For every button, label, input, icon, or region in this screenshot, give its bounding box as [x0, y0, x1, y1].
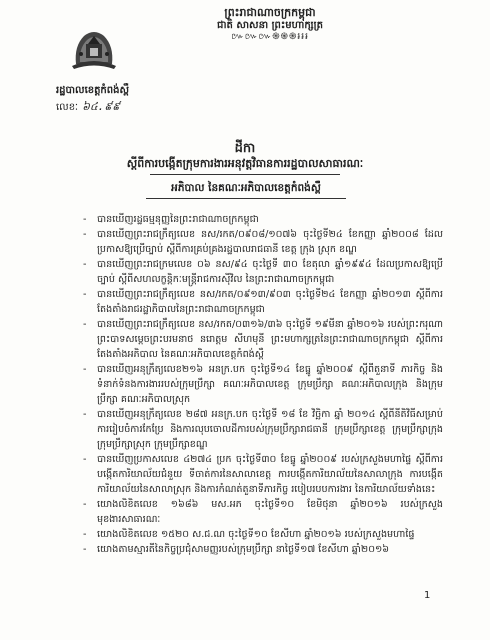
list-item: - បានឃើញព្រះរាជក្រឹត្យលេខ នស/រកត/០៩១៣/៩០៣ ចុះថ្ងៃទី២៤ ខែកញ្ញា ឆ្នាំ២០១៣ ស្តីពីការតែងតាំងរាជរដ្ឋាភិបាលនៃព្រះរាជាណាចក្រកម្ពុជា — [83, 289, 443, 315]
provincial-seal-icon — [70, 26, 118, 70]
clause-text: បានឃើញព្រះរាជក្រឹត្យលេខ នស/រកត/០៣១៦/៣៦ ចុះថ្ងៃទី ១៩មីនា ឆ្នាំ២០១៦ របស់ព្រះករុណាព្រះបាទសម្តេចព្រះបរមនាថ នរោត្តម សីហមុនី ព្រះមហាក្សត្រនៃព្រះរាជាណាចក្រកម្ពុជា ស្តីពីការតែងតាំងអភិបាល នៃគណៈអភិបាលខេត្តកំពង់ស្ពឺ — [97, 319, 443, 360]
clause-text: បានឃើញអនុក្រឹត្យលេខ២១៦ អនក្រ.បក ចុះថ្ងៃទី១៤ ខែធ្នូ ឆ្នាំ២០០៩ ស្តីពីតួនាទី ភារកិច្ច និងទំនាក់ទំនងការងាររបស់ក្រុមប្រឹក្សា គណៈអភិបាលខេត្ត ក្រុមប្រឹក្សា គណៈអភិបាលក្រុង និងក្រុមប្រឹក្សា គណៈអភិបាលស្រុក — [97, 364, 443, 405]
reference-label: លេខៈ — [56, 102, 79, 113]
reference-number: ៦៤.៩៩ — [82, 100, 120, 113]
kingdom-title: ព្រះរាជាណាចក្រកម្ពុជា — [224, 6, 316, 19]
list-item: - យោងលិខិតលេខ ១៦៨៦ មស.អភ ចុះថ្ងៃទី១០ ខែមិថុនា ឆ្នាំ២០១៦ របស់ក្រសួងមុខងារសាធារណៈ — [83, 499, 443, 525]
page-number: 1 — [424, 590, 431, 601]
list-item: - បានឃើញព្រះរាជក្រឹត្យលេខ នស/រកត/០៣១៦/៣៦ ចុះថ្ងៃទី ១៩មីនា ឆ្នាំ២០១៦ របស់ព្រះករុណាព្រះបាទសម្តេចព្រះបរមនាថ នរោត្តម សីហមុនី ព្រះមហាក្សត្រនៃព្រះរាជាណាចក្រកម្ពុជា ស្តីពីការតែងតាំងអភិបាល នៃគណៈអភិបាលខេត្តកំពង់ស្ពឺ — [83, 319, 443, 360]
list-item: - បានឃើញអនុក្រឹត្យលេខ២១៦ អនក្រ.បក ចុះថ្ងៃទី១៤ ខែធ្នូ ឆ្នាំ២០០៩ ស្តីពីតួនាទី ភារកិច្ច និងទំនាក់ទំនងការងាររបស់ក្រុមប្រឹក្សា គណៈអភិបាលខេត្ត ក្រុមប្រឹក្សា គណៈអភិបាលក្រុង និងក្រុមប្រឹក្សា គណៈអភិបាលស្រុក — [83, 364, 443, 405]
clause-text: បានឃើញព្រះរាជក្រឹត្យលេខ នស/រកត/០៩០៨/១០៧៦ ចុះថ្ងៃទី២៤ ខែកញ្ញា ឆ្នាំ២០០៨ ដែលប្រកាសឱ្យប្រើច្បាប់ ស្តីពីការគ្រប់គ្រងរដ្ឋបាលរាជធានី ខេត្ត ក្រុង ស្រុក ខណ្ឌ — [97, 229, 443, 255]
clause-text: យោងតាមស្មារតីនៃកិច្ចប្រជុំសាមញ្ញរបស់ក្រុមប្រឹក្សា នាថ្ងៃទី១៧ ខែសីហា ឆ្នាំ២០១៦ — [97, 544, 390, 555]
list-item: - បានឃើញប្រកាសលេខ ៤២៧៤ ប្រក ចុះថ្ងៃទី៣០ ខែធ្នូ ឆ្នាំ២០០៩ របស់ក្រសួងមហាផ្ទៃ ស្តីពីការបង្កើតការិយាល័យជំនួយ ទីចាត់ការនៃសាលាខេត្ត ការបង្កើតការិយាល័យនៃសាលាក្រុង ការបង្កើតការិយាល័យនៃសាលាស្រុក និងការកំណត់តួនាទីភារកិច្ច របៀបរបបការងារ នៃការិយាល័យទាំងនេះ — [83, 454, 443, 495]
clause-text: យោងលិខិតលេខ ១៥២០ ស.ជ.ណ ចុះថ្ងៃទី១០ ខែសីហា ឆ្នាំ២០១៦ របស់ក្រសួងមហាផ្ទៃ — [97, 529, 415, 540]
list-item: - បានឃើញរដ្ឋធម្មនុញ្ញនៃព្រះរាជាណាចក្រកម្ពុជា — [83, 214, 259, 225]
list-item: - បានឃើញព្រះរាជក្រឹត្យលេខ នស/រកត/០៩០៨/១០៧៦ ចុះថ្ងៃទី២៤ ខែកញ្ញា ឆ្នាំ២០០៨ ដែលប្រកាសឱ្យប្រើច្បាប់ ស្តីពីការគ្រប់គ្រងរដ្ឋបាលរាជធានី ខេត្ត ក្រុង ស្រុក ខណ្ឌ — [83, 229, 443, 255]
clause-text: បានឃើញរដ្ឋធម្មនុញ្ញនៃព្រះរាជាណាចក្រកម្ពុជា — [97, 214, 259, 225]
list-item: - បានឃើញអនុក្រឹត្យលេខ ២៨៧ អនក្រ.បក ចុះថ្ងៃទី ១៨ ខែ វិច្ឆិកា ឆ្នាំ ២០១៤ ស្តីពីនីតិវិធីសម្រាប់ការរៀបចំការកែប្រែ និងការលុបចោលដីការបស់ក្រុមប្រឹក្សារាជធានី ក្រុមប្រឹក្សាខេត្ត ក្រុមប្រឹក្សាក្រុង ក្រុមប្រឹក្សាស្រុក ក្រុមប្រឹក្សាខណ្ឌ — [83, 409, 443, 450]
list-item: - យោងលិខិតលេខ ១៥២០ ស.ជ.ណ ចុះថ្ងៃទី១០ ខែសីហា ឆ្នាំ២០១៦ របស់ក្រសួងមហាផ្ទៃ — [83, 529, 415, 540]
document-type: ដីកា — [234, 141, 256, 156]
clause-text: បានឃើញប្រកាសលេខ ៤២៧៤ ប្រក ចុះថ្ងៃទី៣០ ខែធ្នូ ឆ្នាំ២០០៩ របស់ក្រសួងមហាផ្ទៃ ស្តីពីការបង្កើតការិយាល័យជំនួយ ទីចាត់ការនៃសាលាខេត្ត ការបង្កើតការិយាល័យនៃសាលាក្រុង ការបង្កើតការិយាល័យនៃសាលាស្រុក និងការកំណត់តួនាទីភារកិច្ច របៀបរបបការងារ នៃការិយាល័យទាំងនេះ — [97, 454, 443, 495]
document-subject: ស្តីពីការបង្កើតក្រុមការងារអនុវត្តវិធានការរដ្ឋបាលសាធារណៈ — [126, 157, 364, 170]
kingdom-header — [150, 6, 390, 44]
list-item: - បានឃើញព្រះរាជក្រមលេខ ០៦ នស/៩៤ ចុះថ្ងៃទី ៣០ ខែតុលា ឆ្នាំ១៩៩៤ ដែលប្រកាសឱ្យប្រើច្បាប់ ស្តីពីសហលក្ខន្តិកៈមន្ត្រីរាជការស៊ីវិល នៃព្រះរាជាណាចក្រកម្ពុជា — [83, 259, 443, 285]
clause-text: យោងលិខិតលេខ ១៦៨៦ មស.អភ ចុះថ្ងៃទី១០ ខែមិថុនា ឆ្នាំ២០១៦ របស់ក្រសួងមុខងារសាធារណៈ — [97, 499, 443, 525]
issuing-office: រដ្ឋបាលខេត្តកំពង់ស្ពឺ — [56, 85, 129, 96]
clause-text: បានឃើញអនុក្រឹត្យលេខ ២៨៧ អនក្រ.បក ចុះថ្ងៃទី ១៨ ខែ វិច្ឆិកា ឆ្នាំ ២០១៤ ស្តីពីនីតិវិធីសម្រាប់ការរៀបចំការកែប្រែ និងការលុបចោលដីការបស់ក្រុមប្រឹក្សារាជធានី ក្រុមប្រឹក្សាខេត្ត ក្រុមប្រឹក្សាក្រុង ក្រុមប្រឹក្សាស្រុក ក្រុមប្រឹក្សាខណ្ឌ — [97, 409, 443, 450]
list-item: - យោងតាមស្មារតីនៃកិច្ចប្រជុំសាមញ្ញរបស់ក្រុមប្រឹក្សា នាថ្ងៃទី១៧ ខែសីហា ឆ្នាំ២០១៦ — [83, 544, 390, 555]
clause-text: បានឃើញព្រះរាជក្រឹត្យលេខ នស/រកត/០៩១៣/៩០៣ ចុះថ្ងៃទី២៤ ខែកញ្ញា ឆ្នាំ២០១៣ ស្តីពីការតែងតាំងរាជរដ្ឋាភិបាលនៃព្រះរាជាណាចក្រកម្ពុជា — [97, 289, 443, 315]
issuing-authority: អភិបាល នៃគណៈអភិបាលខេត្តកំពង់ស្ពឺ — [146, 182, 346, 199]
legal-basis-list — [83, 212, 443, 557]
reference-line — [56, 100, 120, 116]
national-motto: ជាតិ សាសនា ព្រះមហាក្សត្រ — [217, 19, 323, 31]
clause-text: បានឃើញព្រះរាជក្រមលេខ ០៦ នស/៩៤ ចុះថ្ងៃទី ៣០ ខែតុលា ឆ្នាំ១៩៩៤ ដែលប្រកាសឱ្យប្រើច្បាប់ ស្តីពីសហលក្ខន្តិកៈមន្ត្រីរាជការស៊ីវិល នៃព្រះរាជាណាចក្រកម្ពុជា — [97, 259, 443, 285]
header-ornament: ៚៚៚֍֍֍៛៛៛ — [231, 32, 309, 43]
subject-divider — [150, 174, 340, 175]
